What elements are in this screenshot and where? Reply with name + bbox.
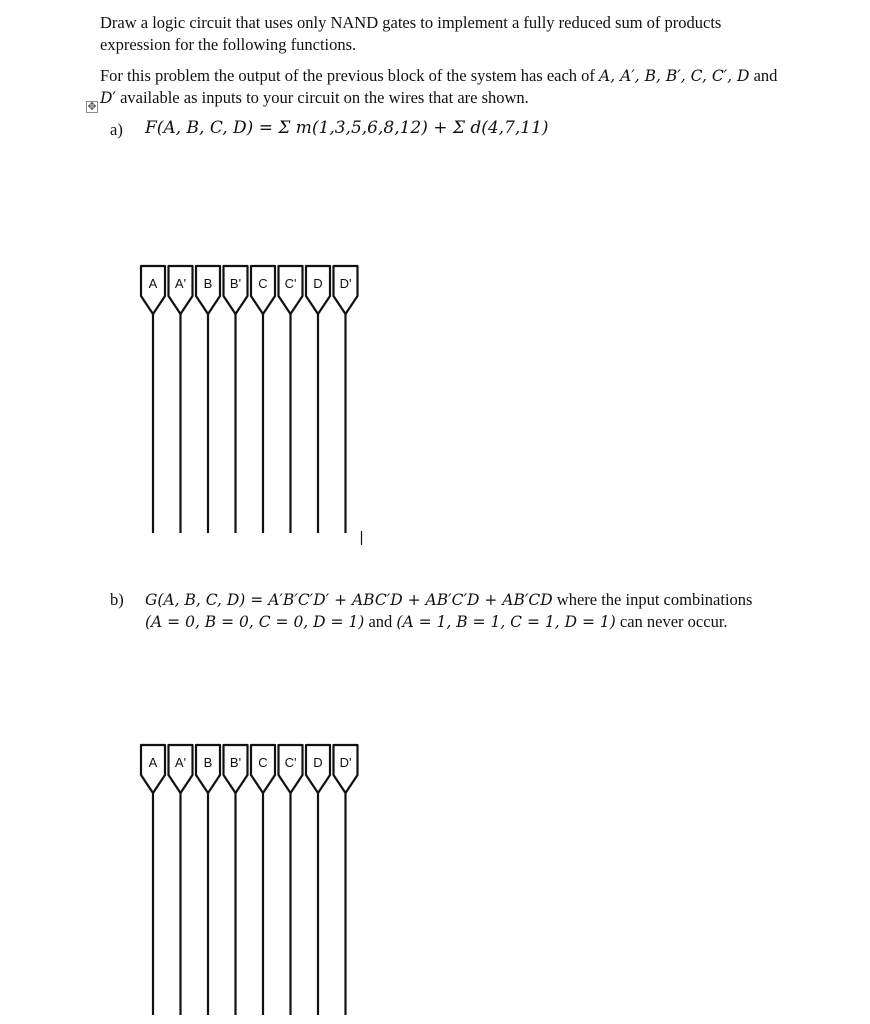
move-handle-icon[interactable]: ✥ [87,100,97,113]
input-wire-label: A [148,755,158,770]
input-wires-b [0,741,870,1021]
input-wire-label: B [203,755,213,770]
part-b-constraint-2: (A = 1, B = 1, C = 1, D = 1) [396,613,616,631]
text-cursor-mark [360,531,364,545]
part-b-equation-math: G(A, B, C, D) = A′B′C′D′ + ABC′D + AB′C′D + AB′CD [145,591,553,609]
input-wire-b-prime [224,266,248,533]
instructions-paragraph [100,12,840,56]
inputs-text-c: available as inputs to your circuit on the wires that are shown. [115,88,529,107]
inputs-text-b: and [749,66,778,85]
input-wire-d [306,266,330,533]
input-wire-label: D [313,755,323,770]
inputs-text-a: For this problem the output of the previous block of the system has each of [100,66,600,85]
input-wire-label: C [258,755,268,770]
part-b-and: and [364,612,397,631]
input-wire-label: A' [174,755,187,770]
instructions-line-2: expression for the following functions. [100,35,357,54]
part-a-equation: F(A, B, C, D) = Σ m(1,3,5,6,8,12) + Σ d(4,7,11) [145,118,549,138]
input-wire-label: D [313,276,323,291]
input-wire-d-prime [334,745,358,1015]
input-wire-label: D' [339,755,352,770]
input-wire-d-prime [334,266,358,533]
input-wire-a [141,266,165,533]
input-wire-label: C' [284,276,297,291]
inputs-math: A, A′, B, B′, C, C′, D [599,67,750,85]
input-wire-label: B [203,276,213,291]
input-wire-a-prime [169,266,193,533]
part-b-equation [145,589,845,633]
input-wire-d [306,745,330,1015]
input-wire-a-prime [169,745,193,1015]
instructions-line-1: Draw a logic circuit that uses only NAND gates to implement a fully reduced sum of products [100,13,722,32]
input-wire-b-prime [224,745,248,1015]
part-b-label: b) [110,590,124,609]
input-wire-c [251,266,275,533]
input-wire-b [196,266,220,533]
input-wire-c-prime [279,266,303,533]
input-wire-label: C [258,276,268,291]
part-b-equation-text: where the input combinations [552,590,753,609]
part-a-label: a) [110,120,123,139]
input-wires-a [0,262,870,562]
input-wire-label: A' [174,276,187,291]
part-b-constraint-1: (A = 0, B = 0, C = 0, D = 1) [145,613,365,631]
input-wire-label: B' [229,276,242,291]
part-b-suffix: can never occur. [615,612,728,631]
input-wire-c [251,745,275,1015]
input-wire-label: C' [284,755,297,770]
input-wire-label: B' [229,755,242,770]
inputs-paragraph [100,65,840,109]
input-wire-a [141,745,165,1015]
input-wire-c-prime [279,745,303,1015]
input-wire-b [196,745,220,1015]
input-wire-label: A [148,276,158,291]
input-wire-label: D' [339,276,352,291]
inputs-math-2: D′ [100,89,116,107]
